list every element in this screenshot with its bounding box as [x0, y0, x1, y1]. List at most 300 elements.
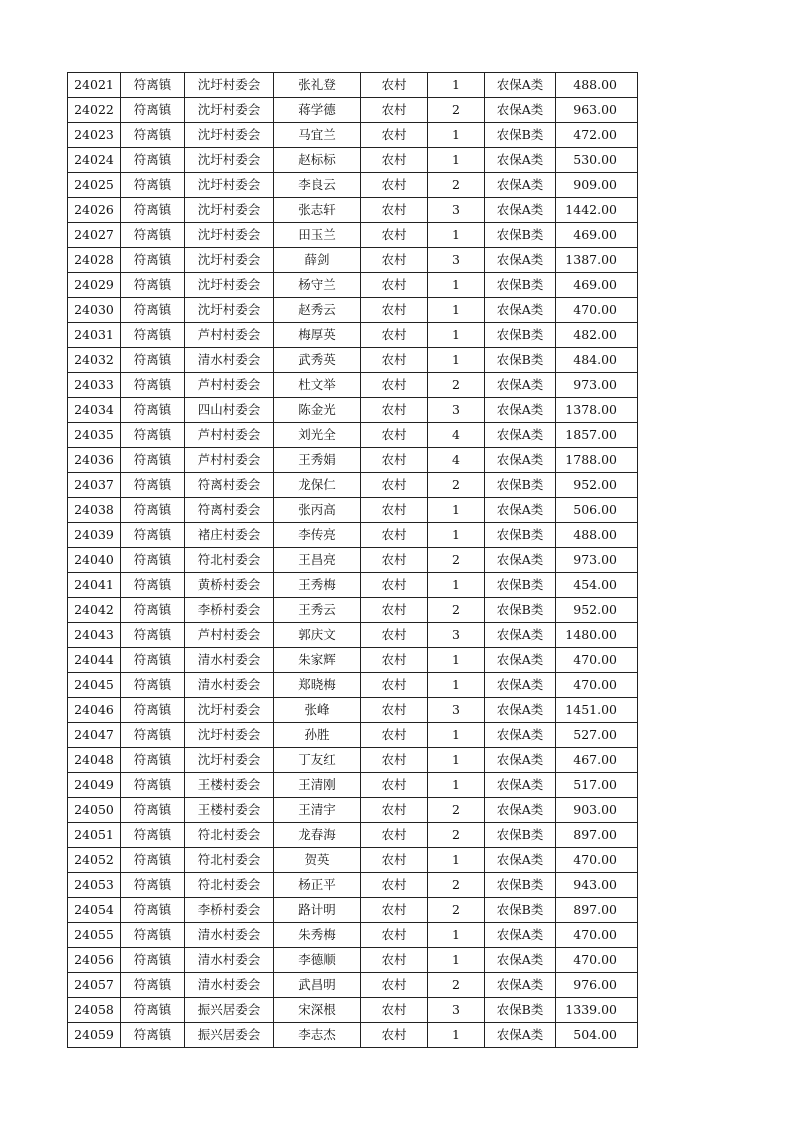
town-cell: 符离镇 — [121, 548, 185, 573]
insurance-category-cell: 农保A类 — [485, 73, 556, 98]
amount-cell: 470.00 — [556, 848, 638, 873]
village-committee-cell: 沈圩村委会 — [185, 248, 274, 273]
household-type-cell: 农村 — [361, 598, 428, 623]
amount-cell: 470.00 — [556, 948, 638, 973]
person-name-cell: 朱秀梅 — [274, 923, 361, 948]
amount-cell: 467.00 — [556, 748, 638, 773]
amount-cell: 897.00 — [556, 823, 638, 848]
person-name-cell: 蒋学德 — [274, 98, 361, 123]
amount-cell: 1387.00 — [556, 248, 638, 273]
insurance-category-cell: 农保A类 — [485, 398, 556, 423]
table-row — [68, 423, 638, 448]
roster-table — [67, 72, 638, 1048]
village-committee-cell: 清水村委会 — [185, 673, 274, 698]
amount-cell: 897.00 — [556, 898, 638, 923]
town-cell: 符离镇 — [121, 723, 185, 748]
village-committee-cell: 清水村委会 — [185, 648, 274, 673]
row-id-cell: 24035 — [68, 423, 121, 448]
table-row — [68, 173, 638, 198]
person-name-cell: 丁友红 — [274, 748, 361, 773]
person-name-cell: 张礼登 — [274, 73, 361, 98]
insurance-category-cell: 农保B类 — [485, 223, 556, 248]
town-cell: 符离镇 — [121, 298, 185, 323]
amount-cell: 952.00 — [556, 473, 638, 498]
household-type-cell: 农村 — [361, 223, 428, 248]
village-committee-cell: 沈圩村委会 — [185, 223, 274, 248]
village-committee-cell: 符北村委会 — [185, 548, 274, 573]
insurance-category-cell: 农保B类 — [485, 523, 556, 548]
table-row — [68, 273, 638, 298]
person-name-cell: 王秀娟 — [274, 448, 361, 473]
person-name-cell: 杜文举 — [274, 373, 361, 398]
row-id-cell: 24027 — [68, 223, 121, 248]
person-name-cell: 王清宇 — [274, 798, 361, 823]
household-type-cell: 农村 — [361, 798, 428, 823]
household-type-cell: 农村 — [361, 448, 428, 473]
member-count-cell: 2 — [428, 873, 485, 898]
amount-cell: 973.00 — [556, 548, 638, 573]
member-count-cell: 1 — [428, 723, 485, 748]
member-count-cell: 2 — [428, 898, 485, 923]
village-committee-cell: 符离村委会 — [185, 498, 274, 523]
town-cell: 符离镇 — [121, 523, 185, 548]
insurance-category-cell: 农保B类 — [485, 273, 556, 298]
row-id-cell: 24053 — [68, 873, 121, 898]
row-id-cell: 24025 — [68, 173, 121, 198]
village-committee-cell: 黄桥村委会 — [185, 573, 274, 598]
person-name-cell: 武昌明 — [274, 973, 361, 998]
insurance-category-cell: 农保B类 — [485, 473, 556, 498]
village-committee-cell: 褚庄村委会 — [185, 523, 274, 548]
member-count-cell: 2 — [428, 173, 485, 198]
row-id-cell: 24054 — [68, 898, 121, 923]
person-name-cell: 李德顺 — [274, 948, 361, 973]
insurance-category-cell: 农保B类 — [485, 898, 556, 923]
table-row — [68, 223, 638, 248]
row-id-cell: 24024 — [68, 148, 121, 173]
town-cell: 符离镇 — [121, 148, 185, 173]
table-row — [68, 123, 638, 148]
member-count-cell: 3 — [428, 998, 485, 1023]
person-name-cell: 陈金光 — [274, 398, 361, 423]
row-id-cell: 24030 — [68, 298, 121, 323]
amount-cell: 488.00 — [556, 73, 638, 98]
row-id-cell: 24026 — [68, 198, 121, 223]
member-count-cell: 4 — [428, 423, 485, 448]
member-count-cell: 1 — [428, 773, 485, 798]
member-count-cell: 1 — [428, 223, 485, 248]
village-committee-cell: 符北村委会 — [185, 848, 274, 873]
insurance-category-cell: 农保A类 — [485, 98, 556, 123]
village-committee-cell: 芦村村委会 — [185, 448, 274, 473]
amount-cell: 488.00 — [556, 523, 638, 548]
household-type-cell: 农村 — [361, 148, 428, 173]
member-count-cell: 1 — [428, 123, 485, 148]
table-row — [68, 748, 638, 773]
village-committee-cell: 王楼村委会 — [185, 773, 274, 798]
member-count-cell: 2 — [428, 548, 485, 573]
household-type-cell: 农村 — [361, 573, 428, 598]
member-count-cell: 1 — [428, 848, 485, 873]
amount-cell: 976.00 — [556, 973, 638, 998]
amount-cell: 1480.00 — [556, 623, 638, 648]
village-committee-cell: 沈圩村委会 — [185, 298, 274, 323]
person-name-cell: 杨守兰 — [274, 273, 361, 298]
village-committee-cell: 清水村委会 — [185, 973, 274, 998]
row-id-cell: 24021 — [68, 73, 121, 98]
table-row — [68, 698, 638, 723]
table-row — [68, 98, 638, 123]
town-cell: 符离镇 — [121, 598, 185, 623]
insurance-category-cell: 农保A类 — [485, 498, 556, 523]
table-row — [68, 948, 638, 973]
row-id-cell: 24056 — [68, 948, 121, 973]
amount-cell: 470.00 — [556, 673, 638, 698]
row-id-cell: 24051 — [68, 823, 121, 848]
person-name-cell: 路计明 — [274, 898, 361, 923]
person-name-cell: 张丙高 — [274, 498, 361, 523]
person-name-cell: 梅厚英 — [274, 323, 361, 348]
amount-cell: 469.00 — [556, 223, 638, 248]
household-type-cell: 农村 — [361, 273, 428, 298]
village-committee-cell: 沈圩村委会 — [185, 123, 274, 148]
row-id-cell: 24043 — [68, 623, 121, 648]
row-id-cell: 24041 — [68, 573, 121, 598]
amount-cell: 470.00 — [556, 298, 638, 323]
village-committee-cell: 沈圩村委会 — [185, 198, 274, 223]
amount-cell: 472.00 — [556, 123, 638, 148]
town-cell: 符离镇 — [121, 623, 185, 648]
household-type-cell: 农村 — [361, 948, 428, 973]
village-committee-cell: 沈圩村委会 — [185, 273, 274, 298]
household-type-cell: 农村 — [361, 998, 428, 1023]
person-name-cell: 张志轩 — [274, 198, 361, 223]
household-type-cell: 农村 — [361, 98, 428, 123]
person-name-cell: 龙春海 — [274, 823, 361, 848]
row-id-cell: 24057 — [68, 973, 121, 998]
row-id-cell: 24022 — [68, 98, 121, 123]
table-row — [68, 398, 638, 423]
town-cell: 符离镇 — [121, 748, 185, 773]
town-cell: 符离镇 — [121, 223, 185, 248]
insurance-category-cell: 农保A类 — [485, 698, 556, 723]
amount-cell: 530.00 — [556, 148, 638, 173]
amount-cell: 909.00 — [556, 173, 638, 198]
table-row — [68, 798, 638, 823]
village-committee-cell: 芦村村委会 — [185, 373, 274, 398]
row-id-cell: 24059 — [68, 1023, 121, 1048]
household-type-cell: 农村 — [361, 548, 428, 573]
member-count-cell: 2 — [428, 373, 485, 398]
row-id-cell: 24033 — [68, 373, 121, 398]
person-name-cell: 武秀英 — [274, 348, 361, 373]
town-cell: 符离镇 — [121, 998, 185, 1023]
row-id-cell: 24052 — [68, 848, 121, 873]
member-count-cell: 2 — [428, 798, 485, 823]
person-name-cell: 郑晓梅 — [274, 673, 361, 698]
amount-cell: 482.00 — [556, 323, 638, 348]
town-cell: 符离镇 — [121, 73, 185, 98]
person-name-cell: 薛剑 — [274, 248, 361, 273]
household-type-cell: 农村 — [361, 473, 428, 498]
insurance-category-cell: 农保A类 — [485, 448, 556, 473]
person-name-cell: 孙胜 — [274, 723, 361, 748]
town-cell: 符离镇 — [121, 398, 185, 423]
town-cell: 符离镇 — [121, 923, 185, 948]
town-cell: 符离镇 — [121, 823, 185, 848]
household-type-cell: 农村 — [361, 823, 428, 848]
village-committee-cell: 振兴居委会 — [185, 1023, 274, 1048]
member-count-cell: 1 — [428, 348, 485, 373]
table-row — [68, 923, 638, 948]
table-row — [68, 673, 638, 698]
person-name-cell: 郭庆文 — [274, 623, 361, 648]
household-type-cell: 农村 — [361, 848, 428, 873]
village-committee-cell: 清水村委会 — [185, 948, 274, 973]
table-row — [68, 148, 638, 173]
town-cell: 符离镇 — [121, 123, 185, 148]
row-id-cell: 24040 — [68, 548, 121, 573]
village-committee-cell: 沈圩村委会 — [185, 748, 274, 773]
village-committee-cell: 王楼村委会 — [185, 798, 274, 823]
person-name-cell: 王清刚 — [274, 773, 361, 798]
village-committee-cell: 符北村委会 — [185, 873, 274, 898]
amount-cell: 504.00 — [556, 1023, 638, 1048]
insurance-category-cell: 农保B类 — [485, 598, 556, 623]
household-type-cell: 农村 — [361, 673, 428, 698]
household-type-cell: 农村 — [361, 173, 428, 198]
insurance-category-cell: 农保A类 — [485, 298, 556, 323]
person-name-cell: 刘光全 — [274, 423, 361, 448]
insurance-category-cell: 农保A类 — [485, 798, 556, 823]
row-id-cell: 24047 — [68, 723, 121, 748]
table-row — [68, 723, 638, 748]
household-type-cell: 农村 — [361, 923, 428, 948]
insurance-category-cell: 农保B类 — [485, 323, 556, 348]
town-cell: 符离镇 — [121, 98, 185, 123]
person-name-cell: 贺英 — [274, 848, 361, 873]
insurance-category-cell: 农保A类 — [485, 948, 556, 973]
member-count-cell: 2 — [428, 598, 485, 623]
row-id-cell: 24037 — [68, 473, 121, 498]
village-committee-cell: 芦村村委会 — [185, 323, 274, 348]
person-name-cell: 王昌亮 — [274, 548, 361, 573]
household-type-cell: 农村 — [361, 698, 428, 723]
insurance-category-cell: 农保A类 — [485, 748, 556, 773]
insurance-category-cell: 农保B类 — [485, 998, 556, 1023]
member-count-cell: 1 — [428, 748, 485, 773]
town-cell: 符离镇 — [121, 798, 185, 823]
town-cell: 符离镇 — [121, 1023, 185, 1048]
table-row — [68, 998, 638, 1023]
village-committee-cell: 芦村村委会 — [185, 423, 274, 448]
household-type-cell: 农村 — [361, 298, 428, 323]
village-committee-cell: 沈圩村委会 — [185, 698, 274, 723]
amount-cell: 1788.00 — [556, 448, 638, 473]
person-name-cell: 王秀梅 — [274, 573, 361, 598]
table-row — [68, 348, 638, 373]
household-type-cell: 农村 — [361, 873, 428, 898]
table-row — [68, 873, 638, 898]
amount-cell: 1442.00 — [556, 198, 638, 223]
table-row — [68, 973, 638, 998]
town-cell: 符离镇 — [121, 973, 185, 998]
insurance-category-cell: 农保A类 — [485, 373, 556, 398]
table-row — [68, 598, 638, 623]
household-type-cell: 农村 — [361, 423, 428, 448]
member-count-cell: 2 — [428, 473, 485, 498]
row-id-cell: 24028 — [68, 248, 121, 273]
insurance-category-cell: 农保B类 — [485, 823, 556, 848]
table-row — [68, 248, 638, 273]
village-committee-cell: 沈圩村委会 — [185, 98, 274, 123]
amount-cell: 484.00 — [556, 348, 638, 373]
village-committee-cell: 符离村委会 — [185, 473, 274, 498]
insurance-category-cell: 农保A类 — [485, 923, 556, 948]
household-type-cell: 农村 — [361, 623, 428, 648]
member-count-cell: 2 — [428, 823, 485, 848]
table-row — [68, 623, 638, 648]
amount-cell: 470.00 — [556, 923, 638, 948]
member-count-cell: 3 — [428, 248, 485, 273]
table-row — [68, 498, 638, 523]
household-type-cell: 农村 — [361, 723, 428, 748]
amount-cell: 952.00 — [556, 598, 638, 623]
person-name-cell: 龙保仁 — [274, 473, 361, 498]
town-cell: 符离镇 — [121, 173, 185, 198]
town-cell: 符离镇 — [121, 423, 185, 448]
table-row — [68, 523, 638, 548]
insurance-category-cell: 农保A类 — [485, 648, 556, 673]
town-cell: 符离镇 — [121, 473, 185, 498]
town-cell: 符离镇 — [121, 198, 185, 223]
person-name-cell: 李志杰 — [274, 1023, 361, 1048]
member-count-cell: 1 — [428, 673, 485, 698]
member-count-cell: 1 — [428, 948, 485, 973]
person-name-cell: 田玉兰 — [274, 223, 361, 248]
member-count-cell: 3 — [428, 698, 485, 723]
village-committee-cell: 四山村委会 — [185, 398, 274, 423]
table-row — [68, 848, 638, 873]
household-type-cell: 农村 — [361, 248, 428, 273]
table-row — [68, 773, 638, 798]
household-type-cell: 农村 — [361, 973, 428, 998]
person-name-cell: 李传亮 — [274, 523, 361, 548]
town-cell: 符离镇 — [121, 373, 185, 398]
amount-cell: 1857.00 — [556, 423, 638, 448]
town-cell: 符离镇 — [121, 898, 185, 923]
table-row — [68, 898, 638, 923]
row-id-cell: 24042 — [68, 598, 121, 623]
amount-cell: 973.00 — [556, 373, 638, 398]
household-type-cell: 农村 — [361, 373, 428, 398]
member-count-cell: 1 — [428, 573, 485, 598]
roster-body — [68, 73, 638, 1048]
amount-cell: 527.00 — [556, 723, 638, 748]
insurance-category-cell: 农保B类 — [485, 123, 556, 148]
table-row — [68, 573, 638, 598]
household-type-cell: 农村 — [361, 523, 428, 548]
table-row — [68, 73, 638, 98]
row-id-cell: 24039 — [68, 523, 121, 548]
town-cell: 符离镇 — [121, 323, 185, 348]
row-id-cell: 24029 — [68, 273, 121, 298]
amount-cell: 1339.00 — [556, 998, 638, 1023]
town-cell: 符离镇 — [121, 673, 185, 698]
town-cell: 符离镇 — [121, 573, 185, 598]
amount-cell: 943.00 — [556, 873, 638, 898]
household-type-cell: 农村 — [361, 1023, 428, 1048]
insurance-category-cell: 农保A类 — [485, 673, 556, 698]
household-type-cell: 农村 — [361, 648, 428, 673]
amount-cell: 454.00 — [556, 573, 638, 598]
person-name-cell: 宋深根 — [274, 998, 361, 1023]
town-cell: 符离镇 — [121, 848, 185, 873]
table-row — [68, 323, 638, 348]
town-cell: 符离镇 — [121, 448, 185, 473]
household-type-cell: 农村 — [361, 323, 428, 348]
village-committee-cell: 清水村委会 — [185, 923, 274, 948]
member-count-cell: 1 — [428, 1023, 485, 1048]
table-row — [68, 373, 638, 398]
amount-cell: 470.00 — [556, 648, 638, 673]
insurance-category-cell: 农保A类 — [485, 173, 556, 198]
village-committee-cell: 沈圩村委会 — [185, 173, 274, 198]
table-row — [68, 648, 638, 673]
person-name-cell: 朱家辉 — [274, 648, 361, 673]
household-type-cell: 农村 — [361, 398, 428, 423]
amount-cell: 963.00 — [556, 98, 638, 123]
member-count-cell: 3 — [428, 623, 485, 648]
amount-cell: 469.00 — [556, 273, 638, 298]
town-cell: 符离镇 — [121, 948, 185, 973]
village-committee-cell: 沈圩村委会 — [185, 148, 274, 173]
row-id-cell: 24038 — [68, 498, 121, 523]
household-type-cell: 农村 — [361, 348, 428, 373]
member-count-cell: 1 — [428, 523, 485, 548]
row-id-cell: 24023 — [68, 123, 121, 148]
insurance-category-cell: 农保A类 — [485, 623, 556, 648]
insurance-category-cell: 农保A类 — [485, 973, 556, 998]
row-id-cell: 24058 — [68, 998, 121, 1023]
insurance-category-cell: 农保A类 — [485, 248, 556, 273]
village-committee-cell: 沈圩村委会 — [185, 723, 274, 748]
person-name-cell: 马宜兰 — [274, 123, 361, 148]
person-name-cell: 李良云 — [274, 173, 361, 198]
amount-cell: 1378.00 — [556, 398, 638, 423]
insurance-category-cell: 农保A类 — [485, 548, 556, 573]
town-cell: 符离镇 — [121, 773, 185, 798]
insurance-category-cell: 农保A类 — [485, 1023, 556, 1048]
table-row — [68, 473, 638, 498]
town-cell: 符离镇 — [121, 348, 185, 373]
member-count-cell: 3 — [428, 398, 485, 423]
row-id-cell: 24031 — [68, 323, 121, 348]
member-count-cell: 1 — [428, 498, 485, 523]
row-id-cell: 24045 — [68, 673, 121, 698]
row-id-cell: 24050 — [68, 798, 121, 823]
town-cell: 符离镇 — [121, 873, 185, 898]
amount-cell: 506.00 — [556, 498, 638, 523]
insurance-category-cell: 农保A类 — [485, 773, 556, 798]
person-name-cell: 杨正平 — [274, 873, 361, 898]
table-row — [68, 1023, 638, 1048]
row-id-cell: 24055 — [68, 923, 121, 948]
row-id-cell: 24049 — [68, 773, 121, 798]
insurance-category-cell: 农保B类 — [485, 348, 556, 373]
table-row — [68, 198, 638, 223]
village-committee-cell: 李桥村委会 — [185, 898, 274, 923]
